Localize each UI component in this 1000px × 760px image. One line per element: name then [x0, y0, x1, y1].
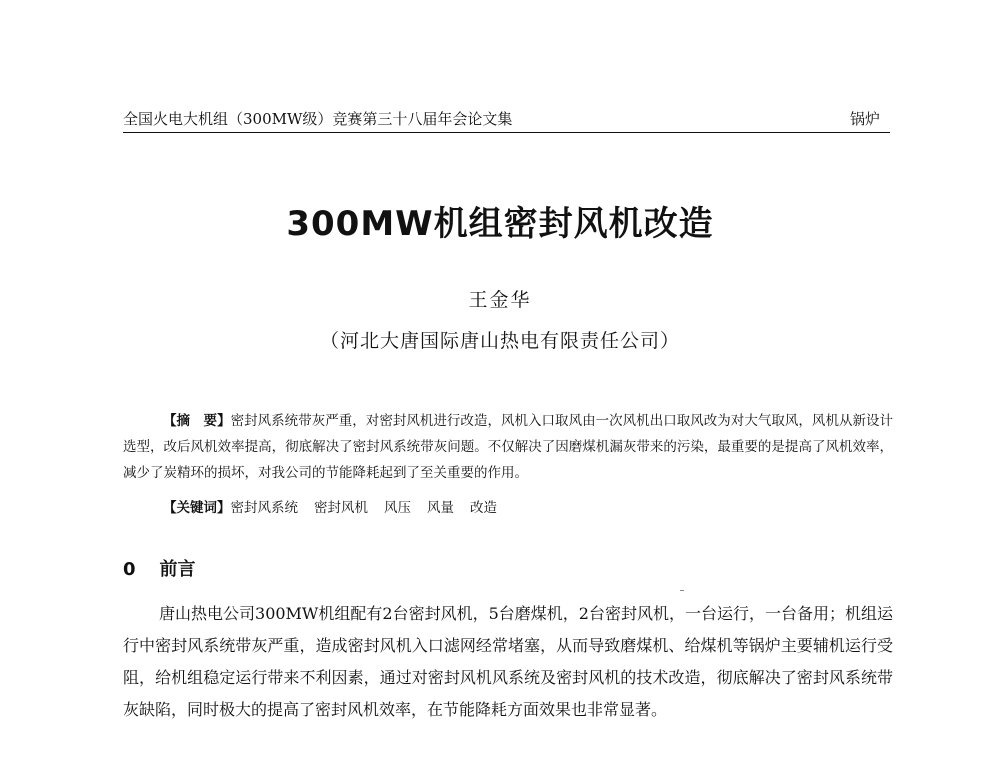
author-name: 王金华 [468, 289, 532, 311]
abstract [123, 408, 893, 486]
keyword-item: 改造 [470, 500, 497, 516]
keyword-item: 风压 [384, 500, 411, 516]
keywords [163, 496, 513, 516]
running-header-journal: 全国火电大机组（300MW级）竞赛第三十八届年会论文集 [123, 110, 513, 128]
header-rule [123, 132, 890, 133]
body-paragraph: 唐山热电公司300MW机组配有2台密封风机，5台磨煤机，2台密封风机，一台运行，一台备用；机组运行中密封风系统带灰严重，造成密封风机入口滤网经常堵塞，从而导致磨煤机、给煤机等锅炉主要辅机运行受阻，给机组稳定运行带来不利因素，通过对密封风机风系统及密封风机的技术改造，彻底解决了密封风系统带灰缺陷，同时极大的提高了密封风机效率，在节能降耗方面效果也非常显著。 [123, 604, 893, 719]
abstract-text: 密封风系统带灰严重，对密封风机进行改造，风机入口取风由一次风机出口取风改为对大气取风，风机从新设计选型，改后风机效率提高，彻底解决了密封风系统带灰问题。不仅解决了因磨煤机漏灰带来的污染，最重要的是提高了风机效率，减少了炭精环的损坏，对我公司的节能降耗起到了至关重要的作用。 [123, 413, 894, 481]
scan-speck [680, 590, 684, 591]
running-header-section: 锅炉 [849, 110, 880, 128]
section-heading [123, 555, 196, 581]
section-number: 0 [123, 559, 136, 580]
abstract-label: 【摘 要】 [163, 413, 231, 429]
keyword-item: 密封风机 [314, 500, 368, 516]
author-affiliation: （河北大唐国际唐山热电有限责任公司） [319, 330, 680, 352]
section-title: 前言 [159, 559, 196, 580]
keyword-item: 密封风系统 [230, 500, 298, 516]
paper-title: 300MW机组密封风机改造 [286, 204, 714, 244]
keywords-label: 【关键词】 [163, 500, 231, 516]
keyword-item: 风量 [427, 500, 454, 516]
